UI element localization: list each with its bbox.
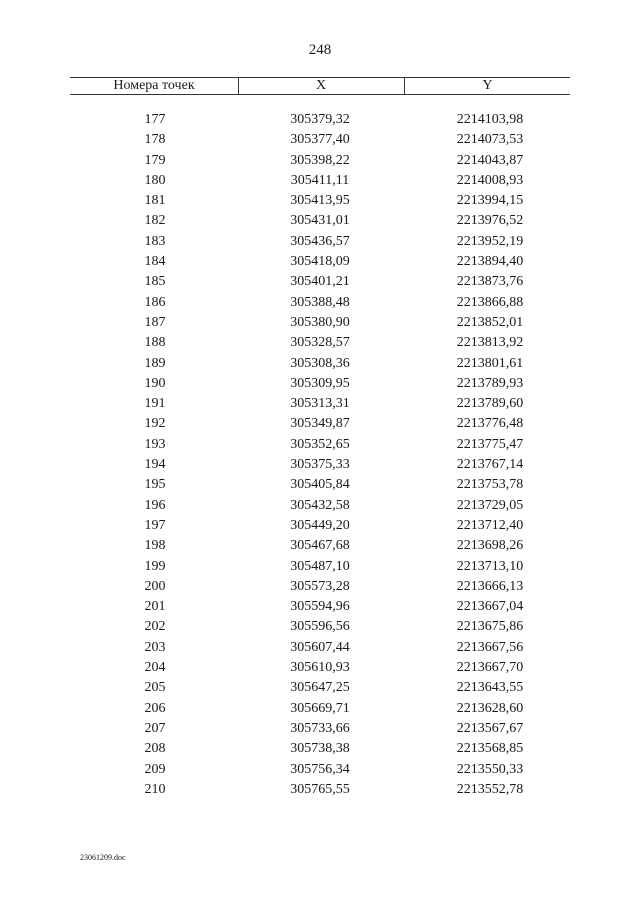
table-row (70, 780, 570, 800)
y-coordinate-cell: 2213667,70 (456, 660, 524, 676)
point-number-cell: 177 (144, 112, 166, 127)
table-row (70, 739, 570, 759)
table-row (70, 252, 570, 272)
y-coordinate-cell: 2213866,88 (456, 294, 524, 310)
y-coordinate-cell: 2213873,76 (456, 274, 524, 290)
table-row (70, 110, 570, 130)
point-number-cell: 191 (144, 396, 166, 412)
point-number-cell: 196 (144, 497, 166, 513)
y-coordinate-cell: 2213775,47 (456, 436, 524, 452)
table-row (70, 719, 570, 739)
point-number-cell: 197 (144, 517, 166, 533)
coordinates-table (70, 77, 570, 797)
table-row (70, 151, 570, 171)
y-coordinate-cell: 2213894,40 (456, 254, 524, 270)
x-coordinate-cell: 305738,38 (290, 741, 350, 757)
y-coordinate-cell: 2213667,56 (456, 639, 524, 655)
point-number-cell: 205 (144, 680, 166, 696)
y-coordinate-cell: 2213567,67 (456, 720, 524, 736)
x-coordinate-cell: 305607,44 (290, 639, 350, 655)
table-row (70, 394, 570, 414)
y-coordinate-cell: 2213568,85 (456, 741, 524, 757)
y-coordinate-cell: 2213698,26 (456, 538, 524, 554)
y-coordinate-cell: 2213952,19 (456, 233, 524, 249)
x-coordinate-cell: 305594,96 (290, 599, 350, 615)
y-coordinate-cell: 2213729,05 (456, 497, 524, 513)
x-coordinate-cell: 305349,87 (290, 416, 350, 432)
point-number-cell: 181 (144, 193, 166, 209)
table-row (70, 760, 570, 780)
x-coordinate-cell: 305436,57 (290, 233, 350, 249)
y-coordinate-cell: 2213976,52 (456, 213, 524, 229)
table-row (70, 435, 570, 455)
x-coordinate-cell: 305573,28 (290, 578, 350, 594)
table-row (70, 455, 570, 475)
table-row (70, 699, 570, 719)
y-coordinate-cell: 2213552,78 (456, 781, 524, 797)
header-point-numbers: Номера точек (70, 78, 239, 94)
y-coordinate-cell: 2213643,55 (456, 680, 524, 696)
table-row (70, 577, 570, 597)
table-row (70, 617, 570, 637)
y-coordinate-cell: 2213550,33 (456, 761, 524, 777)
y-coordinate-cell: 2213713,10 (456, 558, 524, 574)
point-number-cell: 186 (144, 294, 166, 310)
x-coordinate-cell: 305379,32 (290, 112, 350, 127)
x-coordinate-cell: 305647,25 (290, 680, 350, 696)
table-header (70, 77, 570, 95)
x-coordinate-cell: 305487,10 (290, 558, 350, 574)
table-row (70, 374, 570, 394)
y-coordinate-cell: 2213712,40 (456, 517, 524, 533)
table-row (70, 293, 570, 313)
point-number-cell: 187 (144, 314, 166, 330)
table-row (70, 678, 570, 698)
table-row (70, 658, 570, 678)
table-row (70, 496, 570, 516)
point-number-cell: 182 (144, 213, 166, 229)
point-number-cell: 185 (144, 274, 166, 290)
table-row (70, 536, 570, 556)
x-coordinate-cell: 305309,95 (290, 375, 350, 391)
x-coordinate-cell: 305405,84 (290, 477, 350, 493)
point-number-cell: 208 (144, 741, 166, 757)
table-row (70, 557, 570, 577)
x-coordinate-cell: 305418,09 (290, 254, 350, 270)
table-row (70, 232, 570, 252)
point-number-cell: 195 (144, 477, 166, 493)
y-coordinate-cell: 2213767,14 (456, 457, 524, 473)
x-coordinate-cell: 305352,65 (290, 436, 350, 452)
x-coordinate-cell: 305733,66 (290, 720, 350, 736)
x-coordinate-cell: 305765,55 (290, 781, 350, 797)
x-coordinate-cell: 305669,71 (290, 700, 350, 716)
table-row (70, 272, 570, 292)
x-coordinate-cell: 305411,11 (290, 172, 350, 188)
x-coordinate-cell: 305375,33 (290, 457, 350, 473)
table-row (70, 638, 570, 658)
file-name-footer: 23061209.doc (80, 853, 126, 862)
point-number-cell: 210 (144, 781, 166, 797)
x-coordinate-cell: 305313,31 (290, 396, 350, 412)
table-row (70, 414, 570, 434)
y-coordinate-cell: 2213753,78 (456, 477, 524, 493)
x-coordinate-cell: 305610,93 (290, 660, 350, 676)
point-number-cell: 206 (144, 700, 166, 716)
point-number-cell: 202 (144, 619, 166, 635)
x-coordinate-cell: 305388,48 (290, 294, 350, 310)
point-number-cell: 201 (144, 599, 166, 615)
point-number-cell: 179 (144, 152, 166, 168)
y-coordinate-cell: 2213789,60 (456, 396, 524, 412)
x-coordinate-cell: 305377,40 (290, 132, 350, 148)
table-row (70, 211, 570, 231)
table-row (70, 191, 570, 211)
header-y: Y (482, 78, 493, 93)
point-number-cell: 209 (144, 761, 166, 777)
point-number-cell: 198 (144, 538, 166, 554)
y-coordinate-cell: 2213776,48 (456, 416, 524, 432)
x-coordinate-cell: 305413,95 (290, 193, 350, 209)
x-coordinate-cell: 305756,34 (290, 761, 350, 777)
table-row (70, 313, 570, 333)
point-number-cell: 192 (144, 416, 166, 432)
y-coordinate-cell: 2213666,13 (456, 578, 524, 594)
y-coordinate-cell: 2213813,92 (456, 335, 524, 351)
table-body (70, 110, 570, 800)
x-coordinate-cell: 305431,01 (290, 213, 350, 229)
table-row (70, 597, 570, 617)
point-number-cell: 194 (144, 457, 166, 473)
y-coordinate-cell: 2213789,93 (456, 375, 524, 391)
x-coordinate-cell: 305596,56 (290, 619, 350, 635)
point-number-cell: 199 (144, 558, 166, 574)
x-coordinate-cell: 305449,20 (290, 517, 350, 533)
point-number-cell: 188 (144, 335, 166, 351)
header-x: X (238, 78, 405, 94)
x-coordinate-cell: 305308,36 (290, 355, 350, 371)
table-row (70, 333, 570, 353)
table-row (70, 516, 570, 536)
x-coordinate-cell: 305328,57 (290, 335, 350, 351)
point-number-cell: 203 (144, 639, 166, 655)
page-number: 248 (308, 42, 332, 58)
table-row (70, 354, 570, 374)
point-number-cell: 200 (144, 578, 166, 594)
point-number-cell: 189 (144, 355, 166, 371)
x-coordinate-cell: 305467,68 (290, 538, 350, 554)
x-coordinate-cell: 305398,22 (290, 152, 350, 168)
y-coordinate-cell: 2213628,60 (456, 700, 524, 716)
point-number-cell: 193 (144, 436, 166, 452)
point-number-cell: 204 (144, 660, 166, 676)
x-coordinate-cell: 305380,90 (290, 314, 350, 330)
table-row (70, 475, 570, 495)
table-row (70, 171, 570, 191)
y-coordinate-cell: 2213994,15 (456, 193, 524, 209)
y-coordinate-cell: 2213801,61 (456, 355, 524, 371)
table-row (70, 130, 570, 150)
y-coordinate-cell: 2214073,53 (456, 132, 524, 148)
y-coordinate-cell: 2213852,01 (456, 314, 524, 330)
y-coordinate-cell: 2213675,86 (456, 619, 524, 635)
y-coordinate-cell: 2214043,87 (456, 152, 524, 168)
point-number-cell: 207 (144, 720, 166, 736)
point-number-cell: 180 (144, 172, 166, 188)
point-number-cell: 184 (144, 254, 166, 270)
y-coordinate-cell: 2214008,93 (456, 172, 524, 188)
y-coordinate-cell: 2213667,04 (456, 599, 524, 615)
point-number-cell: 178 (144, 132, 166, 148)
point-number-cell: 183 (144, 233, 166, 249)
point-number-cell: 190 (144, 375, 166, 391)
x-coordinate-cell: 305401,21 (290, 274, 350, 290)
x-coordinate-cell: 305432,58 (290, 497, 350, 513)
y-coordinate-cell: 2214103,98 (456, 112, 524, 127)
